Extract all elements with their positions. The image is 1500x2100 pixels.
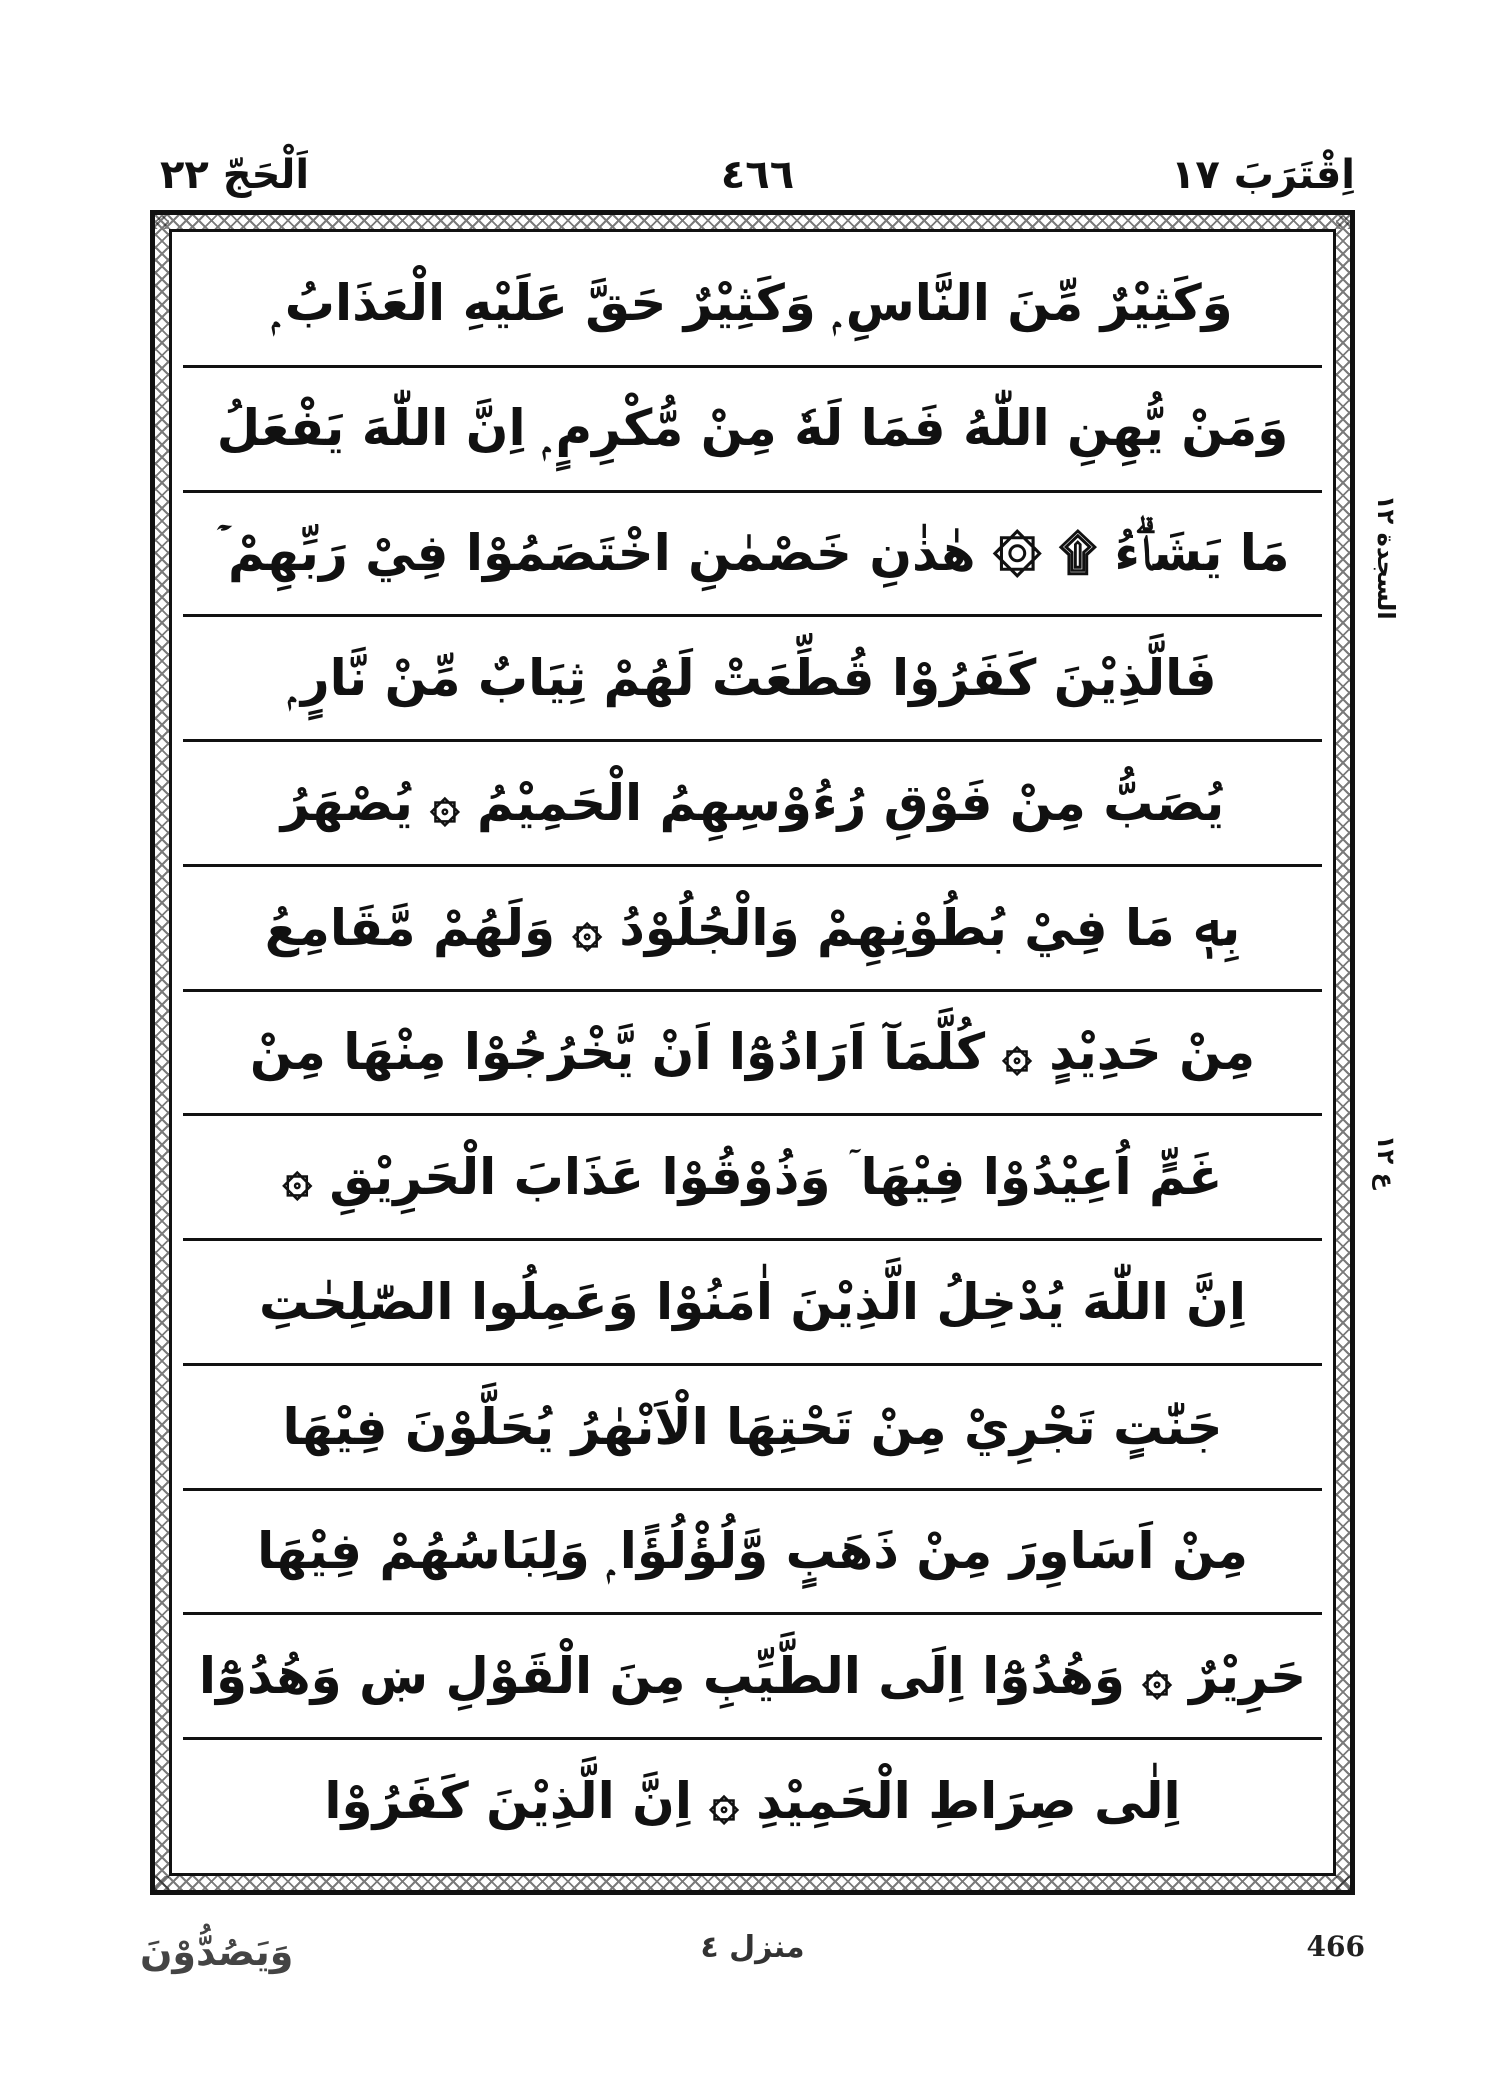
verse-line-1: وَكَثِيْرٌ مِّنَ النَّاسِ ۭ وَكَثِيْرٌ حَقَّ عَلَيْهِ الْعَذَابُ ۭ (183, 243, 1322, 368)
verse-line-7: مِنْ حَدِيْدٍ ۞ كُلَّمَآ اَرَادُوْٓا اَنْ يَّخْرُجُوْا مِنْهَا مِنْ (183, 992, 1322, 1117)
verse-line-13: اِلٰى صِرَاطِ الْحَمِيْدِ ۞ اِنَّ الَّذِيْنَ كَفَرُوْا (324, 1772, 1181, 1831)
catchword: وَيَصُدُّوْنَ (140, 1930, 294, 1974)
verse-line-6: بِهٖ مَا فِيْ بُطُوْنِهِمْ وَالْجُلُوْدُ ۞ وَلَهُمْ مَّقَامِعُ (183, 867, 1322, 992)
verse-line-5: يُصَبُّ مِنْ فَوْقِ رُءُوْسِهِمُ الْحَمِيْمُ ۞ يُصْهَرُ (183, 742, 1322, 867)
verse-line-12: حَرِيْرٌ ۞ وَهُدُوْٓا اِلَى الطَّيِّبِ مِنَ الْقَوْلِ ښ وَهُدُوْٓا (183, 1615, 1322, 1740)
page-footer (140, 1930, 1365, 1990)
ornamental-border-left (155, 215, 169, 1890)
page-number: 466 (1306, 1930, 1365, 1963)
page-number-arabic: ٤٦٦ (720, 152, 795, 198)
ornamental-border-top (155, 215, 1350, 229)
verse-line-11: مِنْ اَسَاوِرَ مِنْ ذَهَبٍ وَّلُؤْلُؤًا ۭ وَلِبَاسُهُمْ فِيْهَا (183, 1491, 1322, 1616)
ruku-margin-note: ع ١٢ (1372, 1135, 1400, 1190)
verse-line-9: اِنَّ اللّٰهَ يُدْخِلُ الَّذِيْنَ اٰمَنُوْا وَعَمِلُوا الصّٰلِحٰتِ (183, 1241, 1322, 1366)
sajda-margin-note: السجدة ١٢ (1372, 495, 1400, 620)
juz-name: اِقْتَرَبَ ١٧ (1170, 152, 1355, 198)
manzil-label: منزل ٤ (700, 1930, 805, 1965)
verse-line-4: فَالَّذِيْنَ كَفَرُوْا قُطِّعَتْ لَهُمْ ثِيَابٌ مِّنْ نَّارٍ ۭ (183, 617, 1322, 742)
page-header (160, 150, 1355, 200)
ornamental-border-bottom (155, 1876, 1350, 1890)
verse-line-8: غَمٍّ اُعِيْدُوْا فِيْهَا ۤ وَذُوْقُوْا عَذَابَ الْحَرِيْقِ ۞ (183, 1116, 1322, 1241)
verse-line-3: مَا يَشَاۗءُ ۩ ۞ هٰذٰنِ خَصْمٰنِ اخْتَصَمُوْا فِيْ رَبِّهِمْ ۡ (183, 493, 1322, 618)
verse-line-10: جَنّٰتٍ تَجْرِيْ مِنْ تَحْتِهَا الْاَنْهٰرُ يُحَلَّوْنَ فِيْهَا (183, 1366, 1322, 1491)
verse-lines (183, 243, 1322, 1862)
surah-name: اَلْحَجّ ٢٢ (160, 152, 310, 198)
ornamental-border-right (1336, 215, 1350, 1890)
page-frame (150, 210, 1355, 1895)
verse-line-2: وَمَنْ يُّهِنِ اللّٰهُ فَمَا لَهٗ مِنْ مُّكْرِمٍ ۭ اِنَّ اللّٰهَ يَفْعَلُ (183, 368, 1322, 493)
